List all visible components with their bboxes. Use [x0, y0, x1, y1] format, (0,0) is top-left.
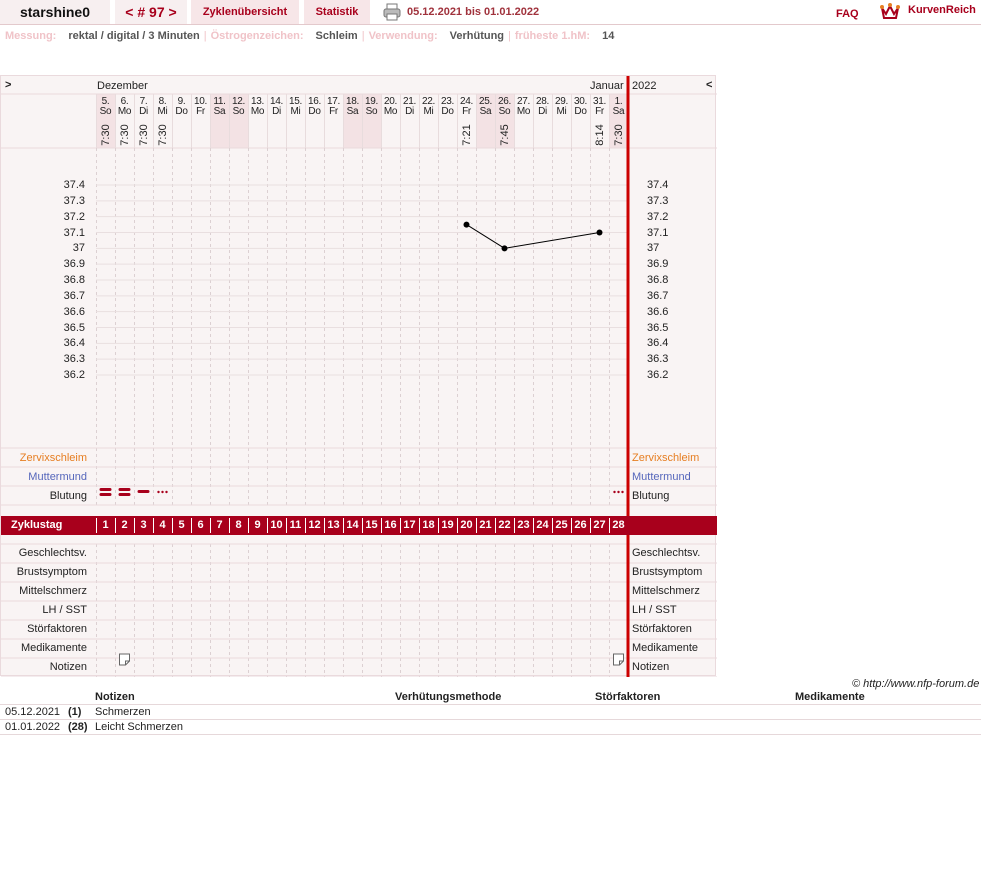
day-weekday: So: [99, 106, 112, 117]
bleeding-spot: [617, 491, 619, 493]
day-date: 16.: [307, 96, 321, 107]
temp-tick-left: 36.9: [63, 258, 85, 271]
cycle-day-number[interactable]: 21: [476, 518, 494, 533]
cycle-navigator[interactable]: < # 97 >: [115, 0, 187, 24]
date-range: 05.12.2021 bis 01.01.2022: [407, 6, 540, 18]
temp-tick-left: 36.4: [63, 337, 85, 350]
zyklustag-label: Zyklustag: [11, 519, 63, 531]
day-weekday: Do: [308, 106, 321, 117]
cycle-day-number[interactable]: 7: [210, 518, 228, 533]
day-weekday: Fr: [462, 106, 471, 117]
temp-tick-right: 36.5: [647, 321, 669, 334]
day-date: 30.: [573, 96, 587, 107]
day-weekday: Sa: [346, 106, 359, 117]
row-label-lower-4: Störfaktoren: [27, 623, 87, 635]
day-date: 23.: [440, 96, 454, 107]
day-weekday: Mo: [516, 106, 531, 117]
day-date: 14.: [269, 96, 283, 107]
bleeding-medium: [138, 490, 150, 493]
notes-divider: [0, 734, 981, 735]
cycle-day-number[interactable]: 27: [590, 518, 608, 533]
temp-tick-right: 37: [647, 242, 660, 255]
cycle-day-number[interactable]: 13: [324, 518, 342, 533]
row-label-lower-0: Geschlechtsv.: [18, 547, 87, 559]
day-date: 1.: [614, 96, 623, 107]
day-weekday: Di: [139, 106, 148, 117]
notes-header: Medikamente: [795, 691, 865, 703]
measure-time: [609, 120, 628, 150]
notes-divider: [0, 719, 981, 720]
day-weekday: Di: [272, 106, 281, 117]
info-value: Verhütung: [449, 30, 505, 42]
cycle-day-number[interactable]: 5: [172, 518, 190, 533]
day-date: 11.: [213, 96, 226, 107]
cycle-day-number[interactable]: 1: [96, 518, 114, 533]
zyklustag-bar: [1, 516, 717, 535]
temp-tick-left: 37.1: [63, 226, 85, 239]
cycle-day-number[interactable]: 26: [571, 518, 589, 533]
day-date: 20.: [383, 96, 397, 107]
info-label: Messung:: [5, 30, 57, 42]
username[interactable]: starshine0: [0, 0, 110, 24]
measure-time: [115, 120, 134, 150]
day-date: 10.: [193, 96, 207, 107]
temp-tick-left: 36.6: [63, 305, 85, 318]
info-value: Schleim: [315, 30, 358, 42]
day-weekday: Sa: [612, 106, 625, 117]
temp-tick-left: 36.8: [63, 274, 85, 286]
bleeding-spot: [157, 491, 159, 493]
cycle-day-number[interactable]: 16: [381, 518, 399, 533]
day-date: 18.: [345, 96, 359, 107]
row-label-lower-right-6: Notizen: [632, 661, 670, 673]
notes-divider: [0, 704, 981, 705]
bleeding-heavy: [100, 493, 112, 496]
cycle-day-number[interactable]: 12: [305, 518, 323, 533]
day-date: 19.: [364, 96, 378, 107]
measure-time: [153, 120, 172, 150]
day-weekday: Mi: [157, 106, 168, 117]
faq-link[interactable]: FAQ: [836, 8, 859, 20]
cycle-day-number[interactable]: 8: [229, 518, 247, 533]
cycle-day-number[interactable]: 28: [609, 518, 627, 533]
day-weekday: Mo: [250, 106, 265, 117]
measure-time: [457, 120, 476, 150]
info-label: früheste 1.hM:: [514, 30, 591, 42]
temp-tick-right: 36.2: [647, 369, 669, 381]
day-date: 13.: [250, 96, 264, 107]
temp-tick-right: 36.6: [647, 305, 669, 318]
bleeding-heavy: [119, 493, 131, 496]
note-cycle-day: (1): [68, 706, 82, 718]
cycle-day-number[interactable]: 14: [343, 518, 361, 533]
day-weekday: So: [498, 106, 511, 117]
measure-time: [495, 120, 514, 150]
row-label-right-0: Zervixschleim: [632, 452, 700, 464]
day-date: 12.: [231, 96, 245, 107]
bleeding-spot: [613, 491, 615, 493]
day-date: 5.: [101, 96, 110, 107]
temp-tick-left: 37.3: [63, 194, 85, 207]
cycle-day-number[interactable]: 25: [552, 518, 570, 533]
day-date: 25.: [478, 96, 492, 107]
row-label-lower-right-1: Brustsymptom: [632, 566, 703, 578]
row-label-lower-3: LH / SST: [42, 604, 87, 616]
note-text: Schmerzen: [95, 706, 151, 718]
info-value: 14: [602, 30, 615, 42]
notes-header: Notizen: [95, 691, 135, 703]
temp-tick-left: 36.7: [63, 289, 85, 302]
temperature-point: [502, 245, 508, 251]
day-date: 15.: [288, 96, 302, 107]
day-weekday: Fr: [329, 106, 338, 117]
cycle-day-number[interactable]: 9: [248, 518, 266, 533]
notes-header: Verhütungsmethode: [395, 691, 502, 703]
row-label-lower-right-3: LH / SST: [632, 604, 677, 616]
temp-tick-right: 37.3: [647, 194, 669, 207]
bleeding-spot: [161, 491, 163, 493]
tab-zyklenuebersicht[interactable]: Zyklenübersicht: [191, 0, 299, 24]
temp-tick-left: 37: [72, 242, 85, 255]
measure-time-text: 7:30: [99, 124, 112, 146]
day-date: 21.: [402, 96, 416, 107]
day-weekday: Di: [405, 106, 414, 117]
day-weekday: Di: [538, 106, 547, 117]
day-weekday: Mi: [556, 106, 567, 117]
day-weekday: Do: [574, 106, 587, 117]
day-weekday: Do: [441, 106, 454, 117]
day-weekday: Sa: [479, 106, 492, 117]
top-bar: [0, 0, 981, 25]
temperature-point: [597, 230, 603, 236]
cycle-day-number[interactable]: 3: [134, 518, 152, 533]
day-weekday: Mi: [290, 106, 301, 117]
copyright: © http://www.nfp-forum.de: [852, 678, 980, 690]
day-weekday: Do: [175, 106, 188, 117]
measure-time-text: 7:30: [118, 124, 131, 146]
row-label-lower-5: Medikamente: [20, 642, 87, 654]
cycle-day-number[interactable]: 11: [286, 518, 304, 533]
day-weekday: Mi: [423, 106, 434, 117]
measure-time-text: 8:14: [593, 124, 606, 146]
row-label-lower-right-2: Mittelschmerz: [632, 585, 700, 597]
year-label: 2022: [632, 80, 657, 92]
row-label-lower-2: Mittelschmerz: [19, 585, 87, 597]
measurement-info: [5, 30, 618, 44]
row-label-right-1: Muttermund: [632, 471, 691, 483]
chart-grid: [1, 76, 717, 677]
bleeding-spot: [621, 491, 623, 493]
day-weekday: So: [365, 106, 378, 117]
crown-logo-icon: [880, 2, 900, 22]
day-date: 31.: [592, 96, 606, 107]
measure-time-text: 7:45: [498, 124, 511, 146]
day-date: 29.: [554, 96, 568, 107]
measure-time: [96, 120, 115, 150]
measure-time-text: 7:30: [156, 124, 169, 146]
day-date: 17.: [326, 96, 340, 107]
day-date: 27.: [516, 96, 530, 107]
temp-tick-right: 37.2: [647, 210, 669, 223]
cycle-day-number[interactable]: 22: [495, 518, 513, 533]
info-value: rektal / digital / 3 Minuten: [68, 30, 200, 42]
temp-tick-right: 36.4: [647, 337, 669, 350]
cycle-day-number[interactable]: 18: [419, 518, 437, 533]
day-date: 7.: [139, 96, 148, 107]
day-weekday: Mo: [117, 106, 132, 117]
day-weekday: Fr: [196, 106, 205, 117]
bleeding-heavy: [119, 488, 131, 491]
temp-tick-left: 37.4: [63, 179, 85, 191]
row-label-lower-right-0: Geschlechtsv.: [632, 547, 701, 559]
day-date: 22.: [421, 96, 435, 107]
month-start: Dezember: [97, 80, 148, 92]
row-label-0: Zervixschleim: [19, 452, 87, 464]
bleeding-spot: [165, 491, 167, 493]
tab-statistik[interactable]: Statistik: [304, 0, 370, 24]
measure-time-text: 7:30: [612, 124, 625, 146]
day-weekday: Sa: [213, 106, 226, 117]
note-cycle-day: (28): [68, 721, 88, 733]
cycle-day-number[interactable]: 24: [533, 518, 551, 533]
nav-next[interactable]: <: [706, 79, 713, 91]
row-label-lower-6: Notizen: [49, 661, 87, 673]
info-label: Verwendung:: [368, 30, 438, 42]
day-date: 28.: [535, 96, 549, 107]
measure-time-text: 7:21: [460, 124, 473, 146]
day-weekday: So: [232, 106, 245, 117]
temp-tick-left: 36.2: [63, 369, 85, 381]
day-weekday: Fr: [595, 106, 604, 117]
row-label-2: Blutung: [49, 490, 87, 502]
temp-tick-right: 37.1: [647, 226, 669, 239]
cycle-day-number[interactable]: 17: [400, 518, 418, 533]
cycle-day-number[interactable]: 4: [153, 518, 171, 533]
cycle-chart: [0, 75, 716, 676]
notes-header: Störfaktoren: [595, 691, 661, 703]
measure-time: [134, 120, 153, 150]
temp-tick-right: 36.7: [647, 289, 669, 302]
cycle-day-number[interactable]: 2: [115, 518, 133, 533]
cycle-day-number[interactable]: 6: [191, 518, 209, 533]
day-date: 8.: [158, 96, 167, 107]
info-separator: |: [508, 30, 511, 42]
info-label: Östrogenzeichen:: [210, 30, 304, 42]
printer-icon[interactable]: [383, 3, 401, 21]
nav-prev[interactable]: >: [5, 79, 12, 91]
temp-tick-right: 36.9: [647, 258, 669, 271]
cycle-day-number[interactable]: 10: [267, 518, 285, 533]
info-separator: |: [361, 30, 365, 42]
cycle-day-number[interactable]: 20: [457, 518, 475, 533]
day-date: 9.: [177, 96, 186, 107]
temperature-point: [464, 222, 470, 228]
note-date: 05.12.2021: [5, 706, 61, 718]
note-date: 01.01.2022: [5, 721, 61, 733]
day-date: 24.: [459, 96, 473, 107]
day-date: 26.: [497, 96, 511, 107]
temp-tick-left: 36.5: [63, 321, 85, 334]
month-end: Januar: [590, 80, 624, 92]
row-label-right-2: Blutung: [632, 490, 670, 502]
row-label-lower-1: Brustsymptom: [16, 566, 87, 578]
cycle-day-number[interactable]: 23: [514, 518, 532, 533]
row-label-1: Muttermund: [28, 471, 87, 483]
note-icon: [614, 654, 624, 665]
day-weekday: Mo: [383, 106, 398, 117]
bleeding-heavy: [100, 488, 112, 491]
info-separator: |: [203, 30, 207, 42]
measure-time-text: 7:30: [137, 124, 150, 146]
row-label-lower-right-4: Störfaktoren: [632, 623, 692, 635]
day-date: 6.: [120, 96, 129, 107]
temp-tick-right: 36.8: [647, 274, 669, 286]
brand-name[interactable]: KurvenReich: [908, 4, 976, 16]
temp-tick-left: 36.3: [63, 353, 85, 366]
note-text: Leicht Schmerzen: [95, 721, 184, 733]
row-label-lower-right-5: Medikamente: [632, 642, 699, 654]
measure-time: [590, 120, 609, 150]
cycle-day-number[interactable]: 15: [362, 518, 380, 533]
note-icon: [120, 654, 130, 665]
cycle-day-number[interactable]: 19: [438, 518, 456, 533]
temp-tick-right: 36.3: [647, 353, 669, 366]
temp-tick-right: 37.4: [647, 179, 669, 191]
temp-tick-left: 37.2: [63, 210, 85, 223]
